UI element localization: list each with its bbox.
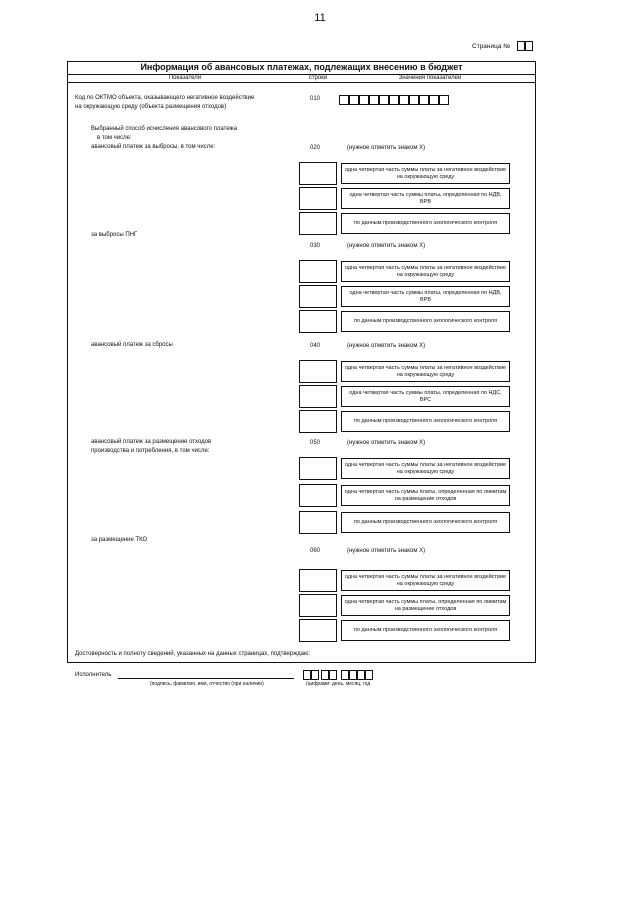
option-label: одна четвертая часть суммы платы за негативное воздействие на окружающую среду bbox=[341, 361, 510, 382]
option-checkbox[interactable] bbox=[299, 385, 337, 408]
divider bbox=[67, 82, 536, 83]
option-checkbox[interactable] bbox=[299, 260, 337, 283]
section-label: за выбросы ПНГ bbox=[91, 232, 138, 238]
oktmo-cell[interactable] bbox=[439, 95, 449, 105]
oktmo-cell[interactable] bbox=[339, 95, 349, 105]
mark-note: (нужное отметить знаком Х) bbox=[347, 548, 426, 554]
option-checkbox[interactable] bbox=[299, 410, 337, 433]
mark-note: (нужное отметить знаком Х) bbox=[347, 343, 426, 349]
oktmo-label: Код по ОКТМО объекта, оказывающего негативное воздействие bbox=[75, 95, 255, 101]
option-checkbox[interactable] bbox=[299, 594, 337, 617]
header-values: Значения показателей bbox=[398, 75, 462, 81]
section-label: производства и потребления, в том числе: bbox=[91, 448, 210, 454]
option-label: одна четвертая часть суммы платы, определенная по лимитам на размещение отходов bbox=[341, 595, 510, 616]
option-label: одна четвертая часть суммы платы, определенная по НДВ, ВРВ bbox=[341, 188, 510, 209]
confirm-text: Достоверность и полноту сведений, указанных на данных страницах, подтверждаю: bbox=[75, 651, 311, 657]
option-checkbox[interactable] bbox=[299, 360, 337, 383]
signature-line[interactable] bbox=[118, 678, 294, 679]
option-label: одна четвертая часть суммы платы за негативное воздействие на окружающую среду bbox=[341, 261, 510, 282]
option-checkbox[interactable] bbox=[299, 162, 337, 185]
oktmo-cell[interactable] bbox=[389, 95, 399, 105]
page-number: 11 bbox=[314, 12, 326, 24]
line-code: 040 bbox=[310, 343, 321, 349]
option-checkbox[interactable] bbox=[299, 285, 337, 308]
section-label: за размещение ТКО bbox=[91, 537, 148, 543]
date-caption: (цифрами: день, месяц, год bbox=[306, 681, 371, 687]
line-code: 030 bbox=[310, 243, 321, 249]
date-cell[interactable] bbox=[357, 670, 365, 680]
header-indicators: Показатели bbox=[168, 75, 202, 81]
option-checkbox[interactable] bbox=[299, 212, 337, 235]
method-incl: в том числе: bbox=[97, 135, 132, 141]
date-cell[interactable] bbox=[321, 670, 329, 680]
option-checkbox[interactable] bbox=[299, 511, 337, 534]
mark-note: (нужное отметить знаком Х) bbox=[347, 243, 426, 249]
form-title: Информация об авансовых платежах, подлежащих внесению в бюджет bbox=[140, 62, 463, 72]
option-checkbox[interactable] bbox=[299, 484, 337, 507]
option-label: одна четвертая часть суммы платы, определенная по НДВ, ВРВ bbox=[341, 286, 510, 307]
oktmo-cell[interactable] bbox=[369, 95, 379, 105]
method-title: Выбранный способ исчисления авансового платежа bbox=[91, 126, 237, 132]
date-cell[interactable] bbox=[329, 670, 337, 680]
section-label: авансовый платеж за выбросы, в том числе: bbox=[91, 144, 216, 150]
line-code: 050 bbox=[310, 440, 321, 446]
option-checkbox[interactable] bbox=[299, 619, 337, 642]
oktmo-cell[interactable] bbox=[349, 95, 359, 105]
date-cell[interactable] bbox=[341, 670, 349, 680]
executor-label: Исполнитель bbox=[75, 672, 112, 678]
oktmo-cell[interactable] bbox=[429, 95, 439, 105]
option-label: по данным производственного экологического контроля bbox=[341, 311, 510, 332]
date-cell[interactable] bbox=[303, 670, 311, 680]
option-label: одна четвертая часть суммы платы за негативное воздействие на окружающую среду bbox=[341, 163, 510, 184]
mark-note: (нужное отметить знаком Х) bbox=[347, 440, 426, 446]
oktmo-cell[interactable] bbox=[359, 95, 369, 105]
oktmo-label: на окружающую среду (объекта размещения отходов) bbox=[75, 104, 227, 110]
line-code: 060 bbox=[310, 548, 321, 554]
oktmo-cell[interactable] bbox=[419, 95, 429, 105]
signature-caption: (подпись, фамилия, имя, отчество (при наличии) bbox=[150, 681, 264, 687]
mark-note: (нужное отметить знаком Х) bbox=[347, 145, 426, 151]
option-checkbox[interactable] bbox=[299, 187, 337, 210]
header-line-code: строки bbox=[308, 75, 328, 81]
oktmo-cell[interactable] bbox=[399, 95, 409, 105]
option-checkbox[interactable] bbox=[299, 569, 337, 592]
option-label: по данным производственного экологического контроля bbox=[341, 411, 510, 432]
line-code: 020 bbox=[310, 145, 321, 151]
option-label: одна четвертая часть суммы платы, определенная по НДС, ВРС bbox=[341, 386, 510, 407]
date-cell[interactable] bbox=[311, 670, 319, 680]
line-code: 010 bbox=[310, 96, 321, 102]
option-label: по данным производственного экологического контроля bbox=[341, 512, 510, 533]
page-number-label: Страница № bbox=[472, 43, 511, 50]
page-number-cell[interactable] bbox=[525, 41, 533, 51]
option-label: одна четвертая часть суммы платы, определенная по лимитам на размещение отходов bbox=[341, 485, 510, 506]
oktmo-cell[interactable] bbox=[409, 95, 419, 105]
option-label: одна четвертая часть суммы платы за негативное воздействие на окружающую среду bbox=[341, 570, 510, 591]
date-cell[interactable] bbox=[349, 670, 357, 680]
date-cell[interactable] bbox=[365, 670, 373, 680]
section-label: авансовый платеж за сбросы bbox=[91, 342, 173, 348]
option-checkbox[interactable] bbox=[299, 457, 337, 480]
option-label: по данным производственного экологического контроля bbox=[341, 620, 510, 641]
option-checkbox[interactable] bbox=[299, 310, 337, 333]
section-label: авансовый платеж за размещение отходов bbox=[91, 439, 212, 445]
oktmo-cell[interactable] bbox=[379, 95, 389, 105]
page-number-cell[interactable] bbox=[517, 41, 525, 51]
option-label: по данным производственного экологического контроля bbox=[341, 213, 510, 234]
option-label: одна четвертая часть суммы платы за негативное воздействие на окружающую среду bbox=[341, 458, 510, 479]
